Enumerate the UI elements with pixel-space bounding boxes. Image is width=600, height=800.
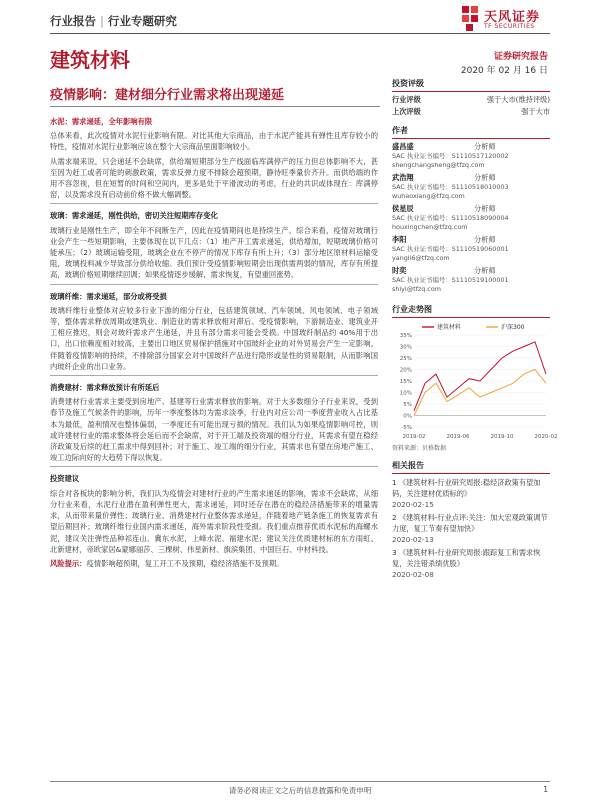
authors-heading: 作者: [392, 125, 550, 139]
author-email[interactable]: wuhaoxiang@tfzq.com: [392, 192, 465, 200]
related-report-date: 2020-02-08: [392, 570, 434, 579]
y-tick-label: 30%: [399, 344, 412, 351]
author-item: [392, 173, 550, 201]
breadcrumb: [50, 13, 177, 29]
section-divider: [50, 466, 378, 467]
footer-divider: [50, 781, 550, 782]
related-report-item[interactable]: [392, 477, 550, 510]
rating-row: [392, 95, 550, 105]
breadcrumb-separator: |: [100, 14, 104, 28]
page-number: 1: [543, 785, 548, 794]
related-report-date: 2020-02-13: [392, 535, 434, 544]
paragraph: 玻璃行业是刚性生产，即全年不间断生产，因此在疫情期间也是持续生产。综合来看，疫情对玻璃行业会产生一些短期影响，主要体现在以下几点：（1）地产开工需求递延，供给增加，短期玻璃价格可能承压；（2）玻璃运输受阻，玻璃企业在不停产的情况下库存有所上升；（3）部分地区原材料运输受阻，玻璃投料减少导致部分供给收缩。我们预计受疫情影响短期会出现供需两弱的情况，库存有所提高，玻璃价格短期继续回调；如果疫情逐步缓解，需求恢复，有望重回涨势。: [50, 225, 378, 280]
trend-heading: 行业走势图: [392, 304, 550, 318]
rating-value: 强于大市(维持评级): [486, 95, 550, 104]
sidebar: [392, 78, 558, 580]
y-tick-label: 20%: [399, 367, 412, 374]
paragraph: 从需求端来说，只会递延不会缺席，供给端短期部分生产线面临库满停产的压力但总体影响不大，甚至因为赶工或者可能的刺激政策，需求反弹力度不排除会超预期，静待旺季量价齐升。而供给端的作用不容忽视，但在短暂的时间和空间内，更多是处于平滑波动的考虑，行业的共识或体现在：库满停窑，以及需求没有启动前价格不做大幅调整。: [50, 156, 378, 200]
x-tick-label: 2019-10: [490, 434, 514, 440]
report-type: 证券研究报告: [493, 52, 548, 62]
author-cert: SAC 执业证书编号：S1110518090004: [392, 214, 509, 222]
legend-label: 沪深300: [501, 324, 525, 331]
breadcrumb-special-research: 行业专题研究: [107, 14, 177, 28]
main-content: [50, 116, 378, 572]
author-name: 时奕: [392, 266, 407, 275]
y-tick-label: 10%: [399, 390, 412, 397]
y-tick-label: 25%: [399, 356, 412, 362]
related-report-title: 2 《建筑材料-行业点评:关注：加大宏观政策调节力度，复工节奏有望加快》: [392, 513, 548, 533]
prev-rating-label: 上次评级: [392, 107, 421, 116]
author-item: [392, 235, 550, 263]
author-cert: SAC 执业证书编号：S1110519060001: [392, 245, 509, 253]
trend-chart: [392, 321, 558, 441]
paragraph: 综合对各板块的影响分析，我们认为疫情会对建材行业的产生需求递延的影响，需求不会缺席，从细分行业来看，水泥行业潜在盈利弹性更大，需求递延，同时还存在潜在的稳经济措施带来的增量需求，从而带来量价弹性；玻璃行业、消费建材行业整体需求递延，伴随着地产链条施工的恢复需求有望后期回补；玻璃纤维行业国内需求递延，海外需求阶段性受损。我们重点推荐优质水泥标的海螺水泥，建议关注弹性品种祁连山、冀东水泥，上峰水泥、福建水泥；建议关注优质建材标的东方雨虹、北新建材，帝欧家居&蒙娜丽莎、三棵树、伟星新材、旗滨集团、中国巨石、中材科技。: [50, 488, 378, 554]
section-heading-consumer-materials: 消费建材：需求释放预计有所延后: [50, 383, 160, 393]
related-report-date: 2020-02-15: [392, 500, 434, 509]
author-email[interactable]: shiyi@tfzq.com: [392, 285, 441, 293]
author-item: [392, 204, 550, 232]
logo-text: 天风证券: [484, 10, 541, 25]
author-role: 分析师: [474, 173, 496, 182]
x-tick-label: 2019-02: [402, 434, 426, 440]
industry-title: 建筑材料: [50, 48, 130, 72]
risk-label: 风险提示：: [50, 558, 87, 568]
header-divider: [50, 33, 550, 34]
report-date: 2020 年 02 月 16 日: [460, 66, 548, 76]
author-cert: SAC 执业证书编号：S1110519100001: [392, 276, 509, 284]
rating-heading: 投资评级: [392, 78, 550, 92]
author-email[interactable]: yangli6@tfzq.com: [392, 254, 450, 262]
y-tick-label: 35%: [399, 333, 412, 339]
legend-label: 建筑材料: [437, 324, 462, 331]
breadcrumb-industry-report: 行业报告: [50, 14, 96, 28]
section-heading-cement: 水泥：需求递延，全年影响有限: [50, 117, 153, 126]
rating-label: 行业评级: [392, 95, 421, 104]
series-line-1: [414, 342, 546, 411]
report-title: 疫情影响：建材细分行业需求将出现递延: [50, 88, 285, 103]
related-report-title: 1 《建筑材料-行业研究周报:稳经济政策有望加码，关注建材优质标的》: [392, 478, 541, 498]
author-item: [392, 266, 550, 294]
logo-subtext: TF SECURITIES: [484, 23, 535, 30]
related-reports: [392, 477, 550, 580]
y-tick-label: 0%: [403, 413, 412, 420]
author-item: [392, 142, 550, 170]
paragraph: 总体来看，此次疫情对水泥行业影响有限。对比其他大宗商品，由于水泥产能具有弹性且库存较小的特性，疫情对水泥行业影响应该在整个大宗商品里面影响较小。: [50, 131, 378, 152]
section-heading-investment: 投资建议: [50, 474, 80, 484]
author-name: 武浩翔: [392, 173, 414, 182]
section-divider: [50, 203, 378, 204]
related-report-item[interactable]: [392, 512, 550, 545]
related-report-title: 3 《建筑材料-行业研究周报:跟踪复工和需求恢复，关注错杀绩优股》: [392, 548, 541, 568]
chart-source: 资料来源：贝格数据: [392, 445, 447, 452]
author-role: 分析师: [474, 266, 496, 275]
author-role: 分析师: [474, 204, 496, 213]
author-cert: SAC 执业证书编号：S1110518010003: [392, 183, 509, 191]
risk-text: 疫情影响超预期，复工开工不及预期，稳经济措施不及预期。: [86, 558, 284, 568]
author-name: 李阳: [392, 235, 407, 244]
paragraph: 消费建材行业需求主要受到房地产、基建等行业需求释放的影响。对于大多数细分子行业来说，受到春节及施工气候条件的影响，历年一季度整体均为需求淡季，行业内对应公司一季度营业收入占比基本为最低，盈利情况也整体偏弱，一季度还有可能出现亏损的情况。我们认为如果疫情影响可控，则或许建材行业的需求整体将会延后而不会缺席，对于开工端及投资端的细分行业，其需求有望在稳经济政策及后续的赶工需求中得到回补；对于施工、竣工端的细分行业，其需求也有望在房地产施工、竣工边际向好的大趋势下得以恢复。: [50, 397, 378, 463]
section-heading-glass-fiber: 玻璃纤维：需求递延，部分或将受损: [50, 291, 167, 301]
related-heading: 相关报告: [392, 460, 550, 474]
author-role: 分析师: [474, 142, 496, 151]
related-report-item[interactable]: [392, 547, 550, 580]
y-tick-label: -5%: [401, 425, 412, 431]
prev-rating-value: 强于大市: [521, 107, 550, 116]
section-heading-glass: 玻璃：需求递延，刚性供给，密切关注短期库存变化: [50, 211, 218, 221]
author-role: 分析师: [474, 235, 496, 244]
risk-warning: [50, 558, 378, 569]
section-divider: [50, 375, 378, 376]
paragraph: 玻璃纤维行业整体对应较多行业下游的细分行业，包括建筑领域、汽车领域、风电领域、电子领域等，整体需求释放周期或建筑业、制造业的需求释放相对滞后。受疫情影响，下游制造业、建筑业开工相应推迟，则会对玻纤需求产生递延，并且有部分需求可能会受损。中国玻纤制品约 40%用于出口，出口依赖度相对较高，主要出口地区贸易保护措施对中国玻纤企业的对外贸易会产生一定影响，伴随着疫情影响的持续，不排除部分国家会对中国玻纤产品进行隐形或显性的贸易限制，从而影响国内玻纤企业的出口业务。: [50, 305, 378, 371]
author-email[interactable]: houxingchen@tfzq.com: [392, 223, 468, 231]
author-cert: SAC 执业证书编号：S1110517120002: [392, 152, 509, 160]
trend-chart-svg: [392, 321, 558, 441]
x-tick-label: 2020-02: [534, 434, 558, 440]
author-email[interactable]: shengchangsheng@tfzq.com: [392, 161, 485, 169]
y-tick-label: 15%: [399, 379, 412, 385]
author-name: 侯星辰: [392, 204, 414, 213]
title-divider: [50, 106, 380, 107]
y-tick-label: 5%: [403, 402, 412, 408]
footer-disclaimer: 请务必阅读正文之后的信息披露和免责申明: [228, 786, 372, 795]
x-tick-label: 2019-06: [446, 434, 470, 440]
section-divider: [50, 284, 378, 285]
prev-rating-row: [392, 107, 550, 117]
author-name: 盛昌盛: [392, 142, 414, 151]
